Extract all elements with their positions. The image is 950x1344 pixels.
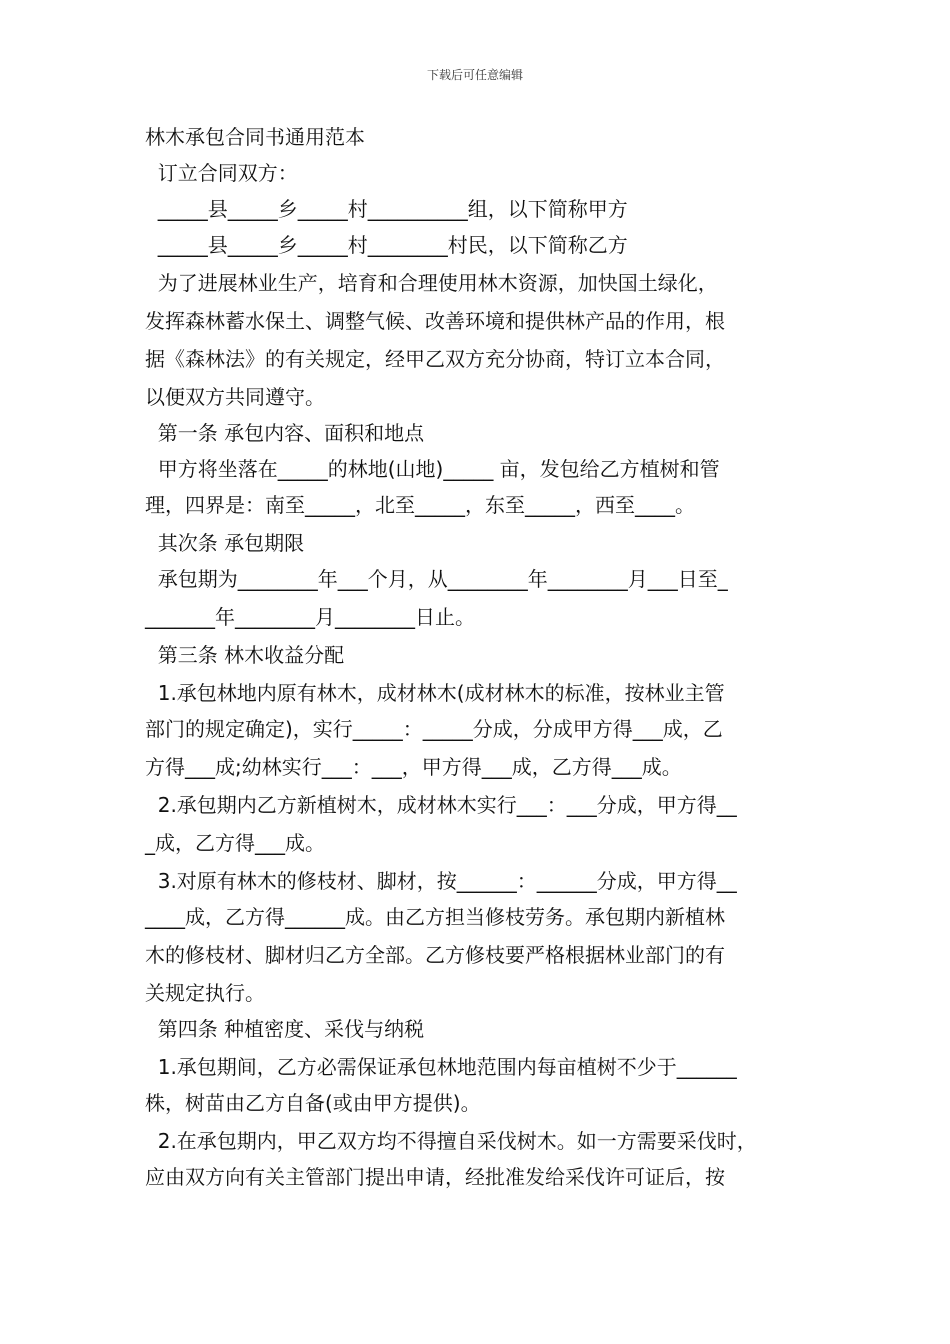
paragraph-line: 3.对原有林木的修枝材、脚材，按______：______分成，甲方得__ [145,869,737,893]
paragraph-line: 其次条 承包期限 [145,531,305,555]
paragraph-line: 据《森林法》的有关规定，经甲乙双方充分协商，特订立本合同， [145,347,725,371]
paragraph-line: 关规定执行。 [145,981,265,1005]
paragraph-line: 第四条 种植密度、采伐与纳税 [145,1017,425,1041]
paragraph-line: _成，乙方得___成。 [145,831,325,855]
paragraph-line: 2.承包期内乙方新植树木，成材林木实行___：___分成，甲方得__ [145,793,737,817]
paragraph-line: 承包期为________年___个月，从________年________月___日至_ [145,567,728,591]
page-header: 下载后可任意编辑 [426,68,523,82]
paragraph-line: 为了进展林业生产，培育和合理使用林木资源，加快国土绿化， [145,271,718,295]
paragraph-line: 1.承包期间，乙方必需保证承包林地范围内每亩植树不少于______ [145,1055,737,1079]
paragraph-line: 甲方将坐落在_____的林地(山地)_____ 亩，发包给乙方植树和管 [145,457,720,481]
paragraph-line: 以便双方共同遵守。 [145,385,325,409]
paragraph-line: 订立合同双方： [145,161,298,185]
paragraph-line: 1.承包林地内原有林木，成材林木(成材林木的标准，按林业主管 [145,681,725,705]
paragraph-line: _____县_____乡_____村________村民，以下简称乙方 [145,233,628,257]
paragraph-line: 方得___成;幼林实行___：___，甲方得___成，乙方得___成。 [145,755,682,779]
paragraph-line: _____县_____乡_____村__________组，以下简称甲方 [145,197,628,221]
paragraph-line: 理，四界是：南至_____，北至_____，东至_____，西至____。 [145,493,695,517]
document-title: 林木承包合同书通用范本 [145,125,365,149]
paragraph-line: 第一条 承包内容、面积和地点 [145,421,425,445]
paragraph-line: 发挥森林蓄水保土、调整气候、改善环境和提供林产品的作用，根 [145,309,725,333]
paragraph-line: 应由双方向有关主管部门提出申请，经批准发给采伐许可证后，按 [145,1165,725,1189]
paragraph-line: 2.在承包期内，甲乙双方均不得擅自采伐树木。如一方需要采伐时， [145,1129,757,1153]
paragraph-line: 株，树苗由乙方自备(或由甲方提供)。 [145,1091,481,1115]
paragraph-line: 木的修枝材、脚材归乙方全部。乙方修枝要严格根据林业部门的有 [145,943,725,967]
paragraph-line: 第三条 林木收益分配 [145,643,345,667]
paragraph-line: ____成，乙方得______成。由乙方担当修枝劳务。承包期内新植林 [145,905,725,929]
paragraph-line: 部门的规定确定)，实行_____：_____分成，分成甲方得___成，乙 [145,717,723,741]
paragraph-line: _______年________月________日止。 [145,605,475,629]
